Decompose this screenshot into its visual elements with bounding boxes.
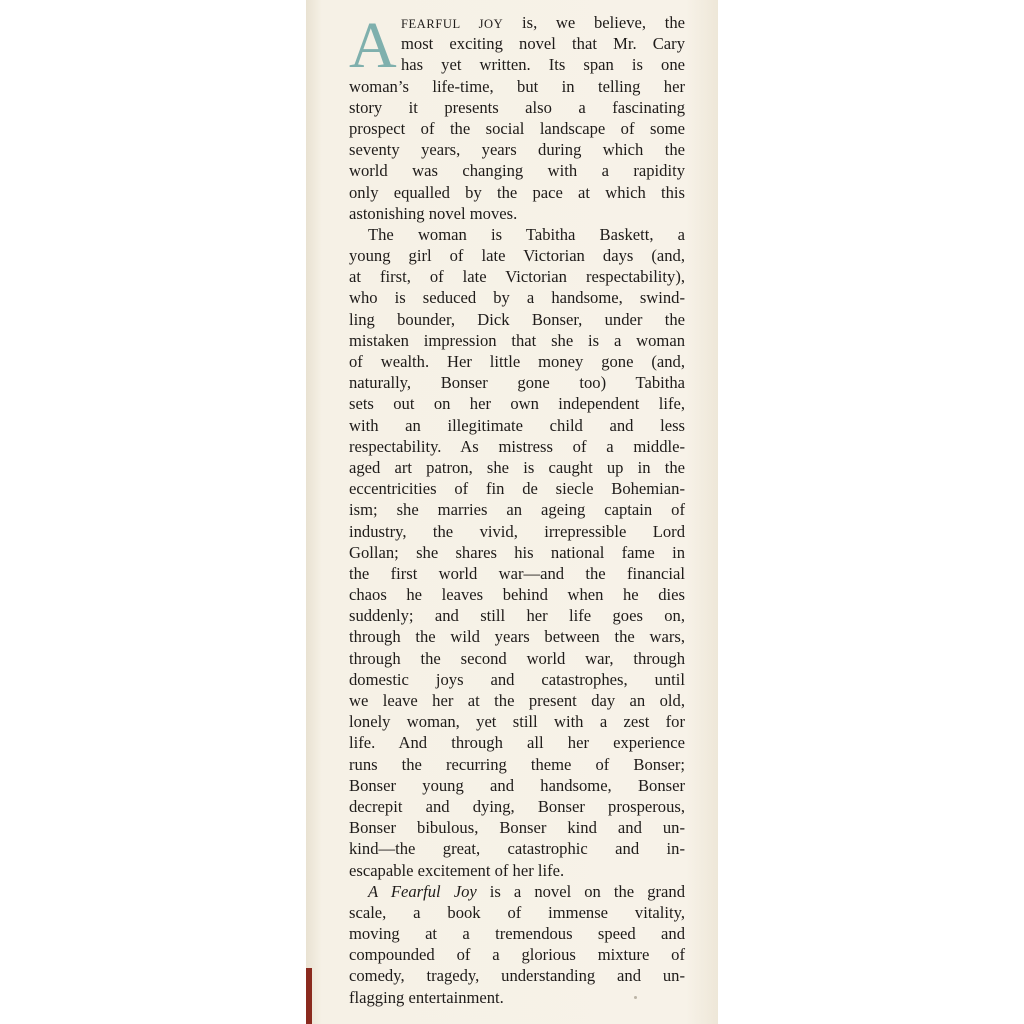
title-smallcaps: FEARFUL JOY xyxy=(401,17,504,31)
blurb-line: mistaken impression that she is a woman xyxy=(349,330,685,350)
blurb-line: scale, a book of immense vitality, xyxy=(349,902,685,922)
blurb-line: Bonser young and handsome, Bonser xyxy=(349,775,685,795)
blurb-line: with an illegitimate child and less xyxy=(349,415,685,435)
blurb-line: escapable excitement of her life. xyxy=(349,860,565,880)
drop-cap: A xyxy=(349,9,397,82)
blurb-line: The woman is Tabitha Baskett, a xyxy=(368,224,685,244)
blurb-line: Gollan; she shares his national fame in xyxy=(349,542,685,562)
blurb-line: industry, the vivid, irrepressible Lord xyxy=(349,521,685,541)
blurb-line: story it presents also a fascinating xyxy=(349,97,685,117)
blurb-line: most exciting novel that Mr. Cary xyxy=(401,34,685,54)
blurb-line: A Fearful Joy is a novel on the grand xyxy=(368,881,686,901)
blurb-line: seventy years, years during which the xyxy=(349,140,685,160)
blurb-line: life. And through all her experience xyxy=(349,733,685,753)
blurb-line: has yet written. Its span is one xyxy=(401,55,685,75)
blurb-line: astonishing novel moves. xyxy=(349,203,518,223)
blurb-line: only equalled by the pace at which this xyxy=(349,182,685,202)
blurb-line: through the second world war, through xyxy=(349,648,685,668)
title-italic: A Fearful Joy xyxy=(368,881,477,901)
blurb-line: moving at a tremendous speed and xyxy=(349,924,685,944)
blurb-line: woman’s life-time, but in telling her xyxy=(349,76,685,96)
blurb-line: ism; she marries an ageing captain of xyxy=(349,500,685,520)
blurb-line: comedy, tragedy, understanding and un- xyxy=(349,966,685,986)
blurb-line: ling bounder, Dick Bonser, under the xyxy=(349,309,685,329)
blurb-line: compounded of a glorious mixture of xyxy=(349,945,685,965)
blurb-line: eccentricities of fin de siecle Bohemian- xyxy=(349,479,685,499)
blurb-line: naturally, Bonser gone too) Tabitha xyxy=(349,373,685,393)
blurb-line: kind—the great, catastrophic and in- xyxy=(349,839,685,859)
blurb-line: chaos he leaves behind when he dies xyxy=(349,585,685,605)
cover-edge-mark xyxy=(306,968,312,1024)
blurb-line: Bonser bibulous, Bonser kind and un- xyxy=(349,818,685,838)
blurb-line: suddenly; and still her life goes on, xyxy=(349,606,685,626)
blurb-line: the first world war—and the financial xyxy=(349,563,685,583)
blurb-line: world was changing with a rapidity xyxy=(349,161,685,181)
blurb-line: through the wild years between the wars, xyxy=(349,627,685,647)
blurb-line: runs the recurring theme of Bonser; xyxy=(349,754,685,774)
blurb-line: domestic joys and catastrophes, until xyxy=(349,669,685,689)
blurb-line: respectability. As mistress of a middle- xyxy=(349,436,685,456)
blurb-line: of wealth. Her little money gone (and, xyxy=(349,352,685,371)
blurb-line: we leave her at the present day an old, xyxy=(349,691,685,710)
blurb-line: prospect of the social landscape of some xyxy=(349,118,685,138)
blurb-line: young girl of late Victorian days (and, xyxy=(349,246,685,266)
blurb-line: decrepit and dying, Bonser prosperous, xyxy=(349,796,685,816)
blurb-line: at first, of late Victorian respectability), xyxy=(349,267,685,287)
blurb-line: who is seduced by a handsome, swind- xyxy=(349,288,685,308)
blurb-line: aged art patron, she is caught up in the xyxy=(349,457,685,477)
blurb-line: flagging entertainment. xyxy=(349,987,504,1007)
blurb-text xyxy=(349,9,686,1008)
blurb-line: sets out on her own independent life, xyxy=(349,394,685,414)
blurb-line: lonely woman, yet still with a zest for xyxy=(349,712,685,732)
blurb-line: FEARFUL JOY is, we believe, the xyxy=(401,13,685,32)
